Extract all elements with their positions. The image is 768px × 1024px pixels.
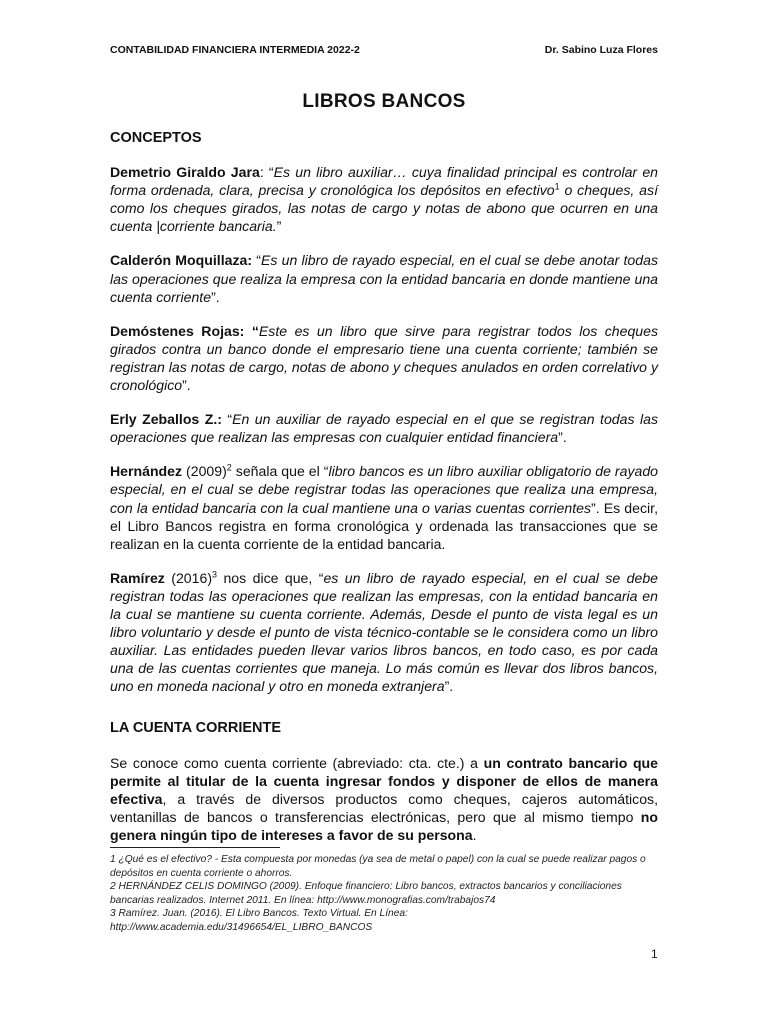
footnote-1: 1 ¿Qué es el efectivo? - Esta compuesta por monedas (ya sea de metal o papel) con la cual se puede realizar pagos o depósitos en cuenta corriente o ahorros. [110, 854, 646, 879]
footnote-2: 2 HERNÁNDEZ CELIS DOMINGO (2009). Enfoque financiero: Libro bancos, extractos bancarios y conciliaciones bancarias realizados. Internet 2011. En línea: http://www.monografias.com/trabajos74 [110, 881, 622, 906]
footnote-3-link[interactable]: http://www.academia.edu/31496654/EL_LIBRO_BANCOS [110, 921, 373, 933]
footnote-3: 3 Ramírez. Juan. (2016). El Libro Bancos. Texto Virtual. En Línea: [110, 908, 408, 920]
document-body [110, 129, 658, 860]
paragraph-cuenta-corriente: Se conoce como cuenta corriente (abreviado: cta. cte.) a un contrato bancario que permite al titular de la cuenta ingresar fondos y disponer de ellos de manera efectiva, a través de diversos productos como cheques, cajeros automáticos, ventanillas de bancos o transferencias electrónicas, pero que al mismo tiempo no genera ningún tipo de intereses a favor de su persona. [110, 754, 659, 843]
course-name: CONTABILIDAD FINANCIERA INTERMEDIA 2022-2 [110, 44, 360, 56]
section-heading-cuenta-corriente: LA CUENTA CORRIENTE [110, 720, 282, 737]
paragraph-hernandez: Hernández $(2009)^2$ señala que el “libro bancos es un libro auxiliar obligatorio de rayado especial, en el cual se debe registrar todas las operaciones que realiza una empresa, con la entidad bancaria con la cual mantiene una o varias cuentas corrientes”. Es decir, el Libro Bancos registra en forma cronológica y ordenada las transacciones que se realizan en la cuenta corriente de la entidad bancaria. [110, 462, 659, 552]
paragraph-giraldo: Demetrio Giraldo Jara: “Es un libro auxiliar… cuya finalidad principal es controlar en forma ordenada, clara, precisa y cronológica los depósitos en efectivo$^1$ o cheques, así como los cheques girados, las notas de cargo y notas de abono que ocurren en una cuenta |corriente bancaria.” [110, 164, 658, 235]
footnotes [110, 853, 658, 935]
paragraph-ramirez: Ramírez $(2016)^3$ nos dice que, “es un libro de rayado especial, en el cual se debe registran todas las operaciones que realizan las empresas, con la entidad bancaria en la cual se mantiene su cuenta corriente. Además, Desde el punto de vista legal es un libro voluntario y desde el punto de vista técnico-contable se le considera como un libro auxiliar. Las entidades pueden llevar varios libros bancos, en todo caso, es por cada una de las cuentas corrientes que maneja. Lo más común es llevar dos libros bancos, uno en moneda nacional y otro en moneda extranjera”. [110, 569, 658, 695]
section-heading-conceptos: CONCEPTOS [110, 130, 202, 146]
paragraph-rojas: Demóstenes Rojas: “Este es un libro que sirve para registrar todos los cheques girados contra un banco donde el empresario tiene una cuenta corriente; también se registran las notas de cargo, notas de abono y cheques anulados en orden correlativo y cronológico”. [110, 322, 659, 394]
document-title: LIBROS BANCOS [302, 91, 466, 112]
page-header [110, 44, 658, 56]
paragraph-zeballos: Erly Zeballos Z.: “En un auxiliar de rayado especial en el que se registran todas las operaciones que realizan las empresas con cualquier entidad financiera”. [110, 411, 659, 446]
author-name: Dr. Sabino Luza Flores [544, 44, 658, 56]
paragraph-calderon: Calderón Moquillaza: “Es un libro de rayado especial, en el cual se debe anotar todas las operaciones que realiza la empresa con la entidad bancaria en donde mantiene una cuenta corriente”. [110, 252, 658, 305]
page-number: 1 [651, 947, 658, 961]
footnote-separator [110, 847, 280, 848]
